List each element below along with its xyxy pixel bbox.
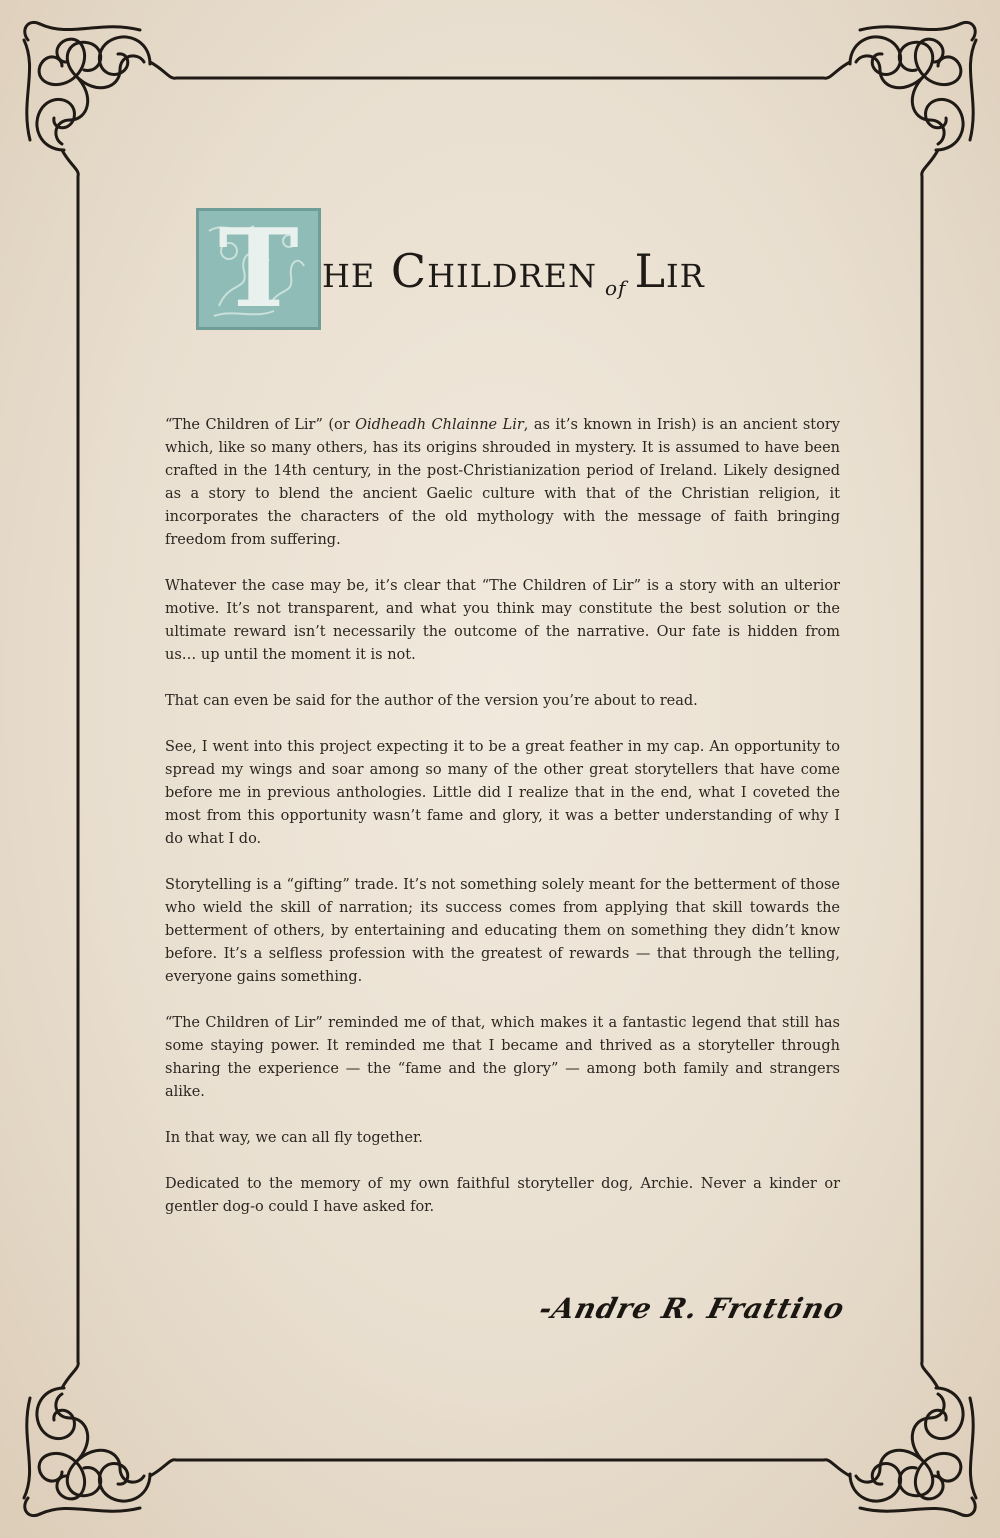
paragraph-8: Dedicated to the memory of my own faithful storyteller dog, Archie. Never a kinder or gentler dog-o could I have asked for. xyxy=(165,1176,840,1215)
irish-title: Oidheadh Chlainne Lir xyxy=(355,417,524,433)
paragraph-3: That can even be said for the author of the version you’re about to read. xyxy=(165,693,698,709)
title-text xyxy=(322,244,705,298)
paragraph-7: In that way, we can all fly together. xyxy=(165,1130,423,1146)
illuminated-initial xyxy=(196,208,321,330)
author-signature: -Andre R. Frattino xyxy=(535,1292,849,1325)
paragraph-1 xyxy=(165,414,840,552)
paragraph-1-rest: , as it’s known in Irish) is an ancient story which, like so many others, has its origins shrouded in mystery. It is assumed to have been crafted in the 14th century, in the post-Christianization period of Ireland. Likely designed as a story to blend the ancient Gaelic culture with that of the Christian religion, it incorporates the characters of the old mythology with the message of faith bringing freedom from suffering. xyxy=(165,417,840,548)
dropcap-letter: T xyxy=(218,206,299,332)
title-part-children: he Children xyxy=(322,244,597,298)
paragraph-2: Whatever the case may be, it’s clear that “The Children of Lir” is a story with an ulterior motive. It’s not transparent, and what you think may constitute the best solution or the ultimate reward isn’t necessarily the outcome of the narrative. Our fate is hidden from us… up until the moment it is not. xyxy=(165,578,840,663)
paragraph-1-lead: “The Children of Lir” (or xyxy=(165,417,356,433)
page-title xyxy=(196,208,816,332)
title-part-lir: Lir xyxy=(634,244,705,298)
body-text xyxy=(165,414,840,1242)
paragraph-6: “The Children of Lir” reminded me of that, which makes it a fantastic legend that still has some staying power. It reminded me that I became and thrived as a storyteller through sharing the experience — the “fame and the glory” — among both family and strangers alike. xyxy=(165,1015,840,1100)
paragraph-5: Storytelling is a “gifting” trade. It’s not something solely meant for the betterment of those who wield the skill of narration; its success comes from applying that skill towards the betterment of others, by entertaining and educating them on something they didn’t know before. It’s a selfless profession with the greatest of rewards — that through the telling, everyone gains something. xyxy=(165,877,840,985)
title-connector: of xyxy=(605,276,627,300)
paragraph-4: See, I went into this project expecting it to be a great feather in my cap. An opportunity to spread my wings and soar among so many of the other great storytellers that have come before me in previous anthologies. Little did I realize that in the end, what I coveted the most from this opportunity wasn’t fame and glory, it was a better understanding of why I do what I do. xyxy=(165,739,840,847)
